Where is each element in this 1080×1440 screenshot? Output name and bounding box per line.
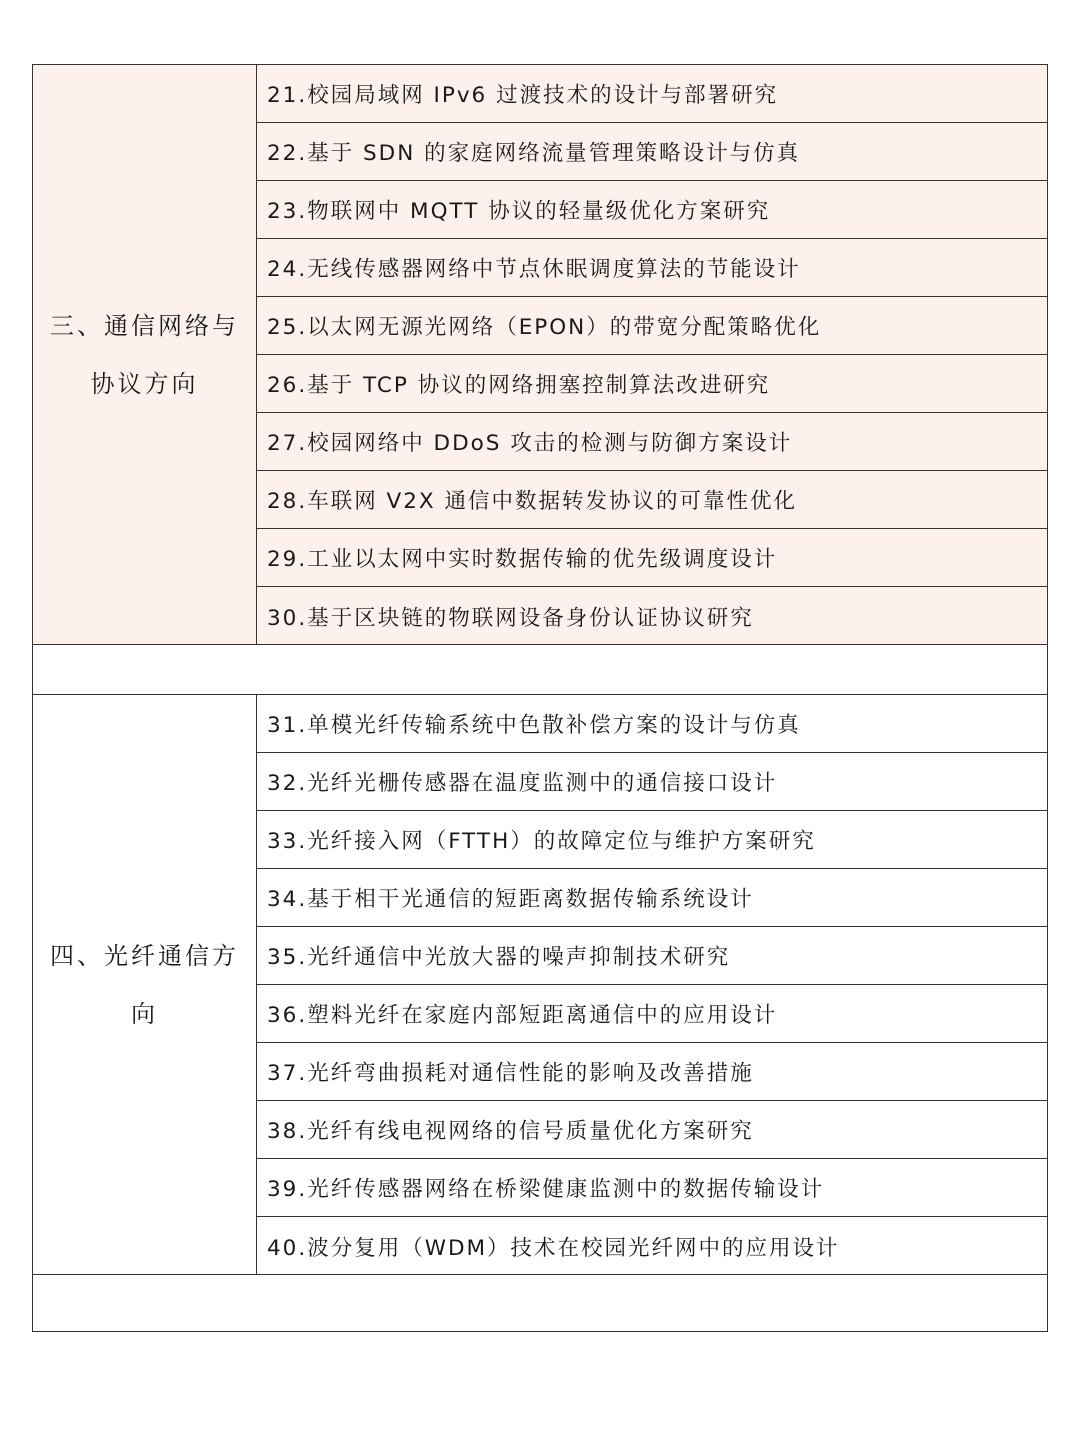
topic-item: 31.单模光纤传输系统中色散补偿方案的设计与仿真 xyxy=(257,695,1047,753)
section-communication-network xyxy=(33,65,1047,645)
topic-item: 37.光纤弯曲损耗对通信性能的影响及改善措施 xyxy=(257,1043,1047,1101)
empty-row xyxy=(33,1274,1047,1331)
topic-item: 38.光纤有线电视网络的信号质量优化方案研究 xyxy=(257,1101,1047,1159)
topic-item: 35.光纤通信中光放大器的噪声抑制技术研究 xyxy=(257,927,1047,985)
topic-item: 24.无线传感器网络中节点休眠调度算法的节能设计 xyxy=(257,239,1047,297)
topic-table xyxy=(32,64,1048,1332)
section-fiber-communication xyxy=(33,695,1047,1275)
topic-item: 29.工业以太网中实时数据传输的优先级调度设计 xyxy=(257,529,1047,587)
topic-item: 25.以太网无源光网络（EPON）的带宽分配策略优化 xyxy=(257,297,1047,355)
category-cell xyxy=(33,695,257,1275)
category-label: 四、光纤通信方 向 xyxy=(50,942,239,1028)
topic-item: 34.基于相干光通信的短距离数据传输系统设计 xyxy=(257,869,1047,927)
topic-item: 33.光纤接入网（FTTH）的故障定位与维护方案研究 xyxy=(257,811,1047,869)
topic-item: 30.基于区块链的物联网设备身份认证协议研究 xyxy=(267,605,754,631)
topic-list xyxy=(257,695,1047,1275)
topic-item: 26.基于 TCP 协议的网络拥塞控制算法改进研究 xyxy=(257,355,1047,413)
topic-item: 40.波分复用（WDM）技术在校园光纤网中的应用设计 xyxy=(267,1235,840,1261)
topic-item: 21.校园局域网 IPv6 过渡技术的设计与部署研究 xyxy=(257,65,1047,123)
topic-item: 27.校园网络中 DDoS 攻击的检测与防御方案设计 xyxy=(257,413,1047,471)
topic-item: 23.物联网中 MQTT 协议的轻量级优化方案研究 xyxy=(257,181,1047,239)
topic-item: 22.基于 SDN 的家庭网络流量管理策略设计与仿真 xyxy=(257,123,1047,181)
empty-row xyxy=(33,644,1047,695)
category-label: 三、通信网络与 协议方向 xyxy=(50,312,239,398)
topic-item: 36.塑料光纤在家庭内部短距离通信中的应用设计 xyxy=(257,985,1047,1043)
category-cell xyxy=(33,65,257,645)
topic-item: 39.光纤传感器网络在桥梁健康监测中的数据传输设计 xyxy=(257,1159,1047,1217)
topic-item: 32.光纤光栅传感器在温度监测中的通信接口设计 xyxy=(257,753,1047,811)
topic-list xyxy=(257,65,1047,645)
topic-item: 28.车联网 V2X 通信中数据转发协议的可靠性优化 xyxy=(257,471,1047,529)
